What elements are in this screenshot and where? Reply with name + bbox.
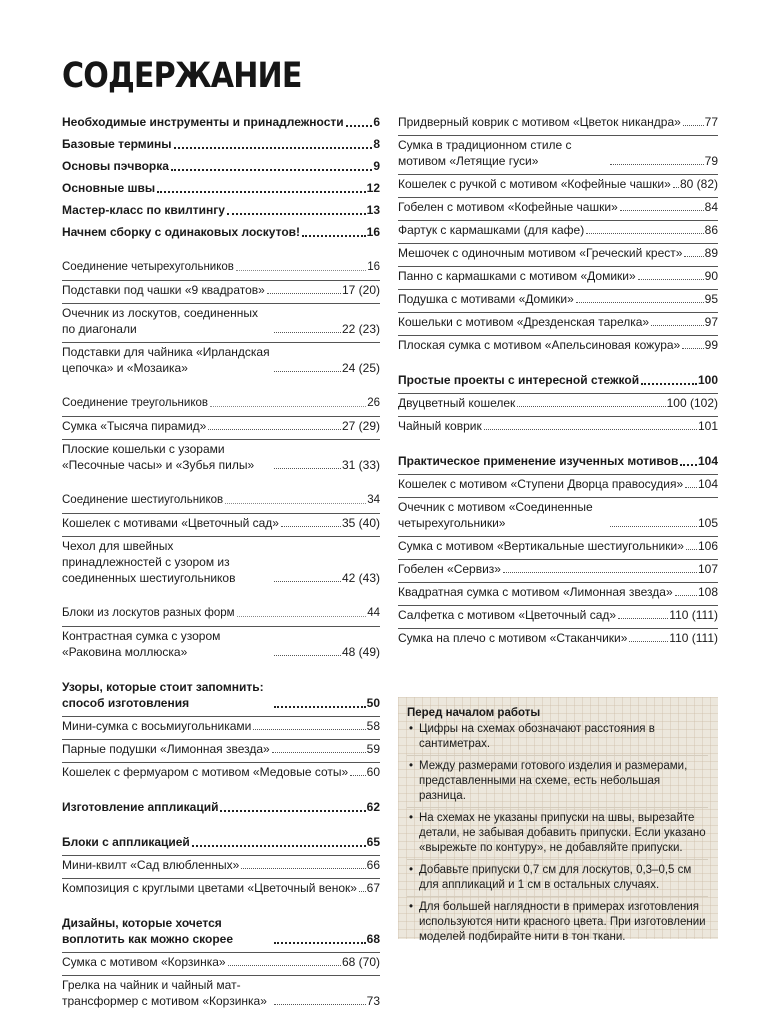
toc-entry bbox=[398, 393, 718, 411]
before-work-infobox bbox=[398, 697, 718, 943]
toc-entry bbox=[62, 114, 380, 130]
toc-entry-page: 89 bbox=[704, 246, 718, 260]
toc-entry bbox=[62, 492, 380, 508]
dot-leader bbox=[517, 406, 665, 407]
infobox-title: Перед началом работы bbox=[407, 707, 541, 719]
infobox-list bbox=[407, 722, 708, 948]
toc-entry-title: Салфетка с мотивом «Цветочный сад» bbox=[398, 608, 617, 622]
toc-entry-page: 110 (111) bbox=[669, 608, 718, 622]
page-title: СОДЕРЖАНИЕ bbox=[62, 56, 302, 96]
toc-entry-page: 27 (29) bbox=[341, 419, 380, 433]
toc-entry-page: 9 bbox=[373, 159, 380, 173]
toc-group bbox=[62, 114, 380, 240]
dot-leader bbox=[220, 810, 365, 812]
toc-entry-title: Кошелек с мотивами «Цветочный сад» bbox=[62, 516, 279, 530]
infobox-item: • Между размерами готового изделия и размерами, представленными на схеме, есть небольшая разница. bbox=[407, 759, 708, 808]
toc-entry-title: Изготовление аппликаций bbox=[62, 800, 219, 814]
toc-right-column bbox=[398, 114, 718, 646]
toc-entry bbox=[62, 536, 380, 586]
toc-entry-title: Дизайны, которые хочется воплотить как можно скорее bbox=[62, 916, 233, 946]
dot-leader bbox=[302, 235, 366, 237]
toc-entry bbox=[398, 197, 718, 215]
toc-entry-page: 24 (25) bbox=[341, 361, 380, 375]
toc-entry-title: Блоки из лоскутов разных форм bbox=[62, 607, 235, 619]
infobox-item: • Для большей наглядности в примерах изготовления используются нити красного цвета. При изготовлении моделей подбирайте нити в тон ткани. bbox=[407, 900, 708, 948]
dot-leader bbox=[346, 125, 373, 127]
toc-entry bbox=[398, 335, 718, 353]
infobox-item: • На схемах не указаны припуски на швы, вырезайте детали, не забывая добавить припуски. Если указано «вырежьте по контуру», не добавляйте припуски. bbox=[407, 811, 708, 860]
toc-entry-page: 6 bbox=[373, 115, 380, 129]
toc-entry bbox=[62, 762, 380, 780]
toc-entry bbox=[398, 497, 718, 531]
toc-entry-page: 104 bbox=[697, 454, 718, 468]
toc-entry-page: 95 bbox=[704, 292, 718, 306]
toc-group bbox=[62, 605, 380, 660]
dot-leader bbox=[680, 464, 697, 466]
toc-entry-title: Соединение треугольников bbox=[62, 397, 208, 409]
toc-entry-page: 16 bbox=[366, 225, 380, 239]
dot-leader bbox=[241, 868, 365, 869]
toc-entry bbox=[62, 855, 380, 873]
toc-entry-page: 48 (49) bbox=[341, 645, 380, 659]
toc-entry-page: 16 bbox=[367, 261, 380, 273]
toc-entry-page: 66 bbox=[366, 858, 380, 872]
toc-entry bbox=[62, 259, 380, 275]
toc-entry bbox=[62, 679, 380, 711]
toc-left-column bbox=[62, 114, 380, 1009]
toc-entry bbox=[62, 439, 380, 473]
toc-entry-title: Двуцветный кошелек bbox=[398, 396, 516, 410]
toc-entry-title: Кошелек с фермуаром с мотивом «Медовые соты» bbox=[62, 765, 349, 779]
group-spacer bbox=[62, 586, 380, 605]
dot-leader bbox=[618, 618, 668, 619]
dot-leader bbox=[620, 210, 704, 211]
toc-entry-page: 13 bbox=[366, 203, 380, 217]
toc-entry-page: 104 bbox=[697, 477, 718, 491]
toc-entry-title: Сумка на плечо с мотивом «Стаканчики» bbox=[398, 631, 628, 645]
toc-entry-title: Панно с кармашками с мотивом «Домики» bbox=[398, 269, 636, 283]
toc-entry-title: Блоки с аппликацией bbox=[62, 835, 190, 849]
toc-entry bbox=[62, 799, 380, 815]
toc-entry-title: Основные швы bbox=[62, 181, 156, 195]
infobox-item: • Добавьте припуски 0,7 см для лоскутов, 0,3–0,5 см для аппликаций и 1 см в остальных случаях. bbox=[407, 863, 708, 897]
toc-entry bbox=[62, 224, 380, 240]
toc-entry bbox=[62, 739, 380, 757]
dot-leader bbox=[610, 526, 697, 527]
toc-entry-page: 12 bbox=[366, 181, 380, 195]
toc-entry bbox=[62, 303, 380, 337]
toc-group bbox=[398, 453, 718, 646]
toc-entry-page: 105 bbox=[697, 516, 718, 530]
toc-entry-title: Плоская сумка с мотивом «Апельсиновая кожура» bbox=[398, 338, 681, 352]
toc-entry-title: Простые проекты с интересной стежкой bbox=[398, 373, 640, 387]
dot-leader bbox=[683, 125, 704, 126]
dot-leader bbox=[281, 526, 341, 527]
toc-group bbox=[62, 799, 380, 815]
toc-entry-title: Очечник с мотивом «Соединенные четырехугольники» bbox=[398, 500, 593, 530]
toc-entry-page: 60 bbox=[366, 765, 380, 779]
toc-entry-page: 44 bbox=[367, 607, 380, 619]
toc-entry-title: Придверный коврик с мотивом «Цветок никандра» bbox=[398, 115, 681, 129]
dot-leader bbox=[208, 429, 341, 430]
toc-entry bbox=[398, 536, 718, 554]
toc-entry-title: Контрастная сумка с узором «Раковина моллюска» bbox=[62, 629, 221, 659]
toc-entry-page: 62 bbox=[366, 800, 380, 814]
toc-entry-title: Гобелен с мотивом «Кофейные чашки» bbox=[398, 200, 618, 214]
toc-entry-page: 22 (23) bbox=[341, 322, 380, 336]
toc-entry-title: Очечник из лоскутов, соединенных по диагонали bbox=[62, 306, 258, 336]
group-spacer bbox=[62, 896, 380, 915]
dot-leader bbox=[686, 549, 697, 550]
dot-leader bbox=[267, 293, 341, 294]
dot-leader bbox=[227, 213, 366, 215]
toc-entry-page: 86 bbox=[704, 223, 718, 237]
toc-entry-page: 100 (102) bbox=[666, 396, 718, 410]
infobox-item: • Цифры на схемах обозначают расстояния в сантиметрах. bbox=[407, 722, 708, 756]
dot-leader bbox=[673, 187, 679, 188]
dot-leader bbox=[586, 233, 703, 234]
toc-entry bbox=[62, 834, 380, 850]
toc-entry-page: 68 (70) bbox=[341, 955, 380, 969]
toc-entry-page: 106 bbox=[697, 539, 718, 553]
toc-entry-page: 58 bbox=[366, 719, 380, 733]
toc-entry-page: 65 bbox=[366, 835, 380, 849]
dot-leader bbox=[641, 383, 697, 385]
dot-leader bbox=[253, 729, 365, 730]
toc-entry-page: 84 bbox=[704, 200, 718, 214]
toc-group bbox=[62, 259, 380, 376]
dot-leader bbox=[359, 891, 366, 892]
toc-entry-title: Сумка с мотивом «Корзинка» bbox=[62, 955, 226, 969]
toc-entry-page: 73 bbox=[366, 994, 380, 1008]
dot-leader bbox=[174, 147, 373, 149]
toc-entry-title: Основы пэчворка bbox=[62, 159, 169, 173]
toc-entry bbox=[62, 626, 380, 660]
toc-entry-page: 99 bbox=[704, 338, 718, 352]
toc-entry bbox=[398, 416, 718, 434]
group-spacer bbox=[62, 780, 380, 799]
toc-group bbox=[398, 372, 718, 434]
dot-leader bbox=[274, 581, 341, 582]
dot-leader bbox=[675, 595, 697, 596]
toc-entry-page: 26 bbox=[367, 397, 380, 409]
group-spacer bbox=[62, 240, 380, 259]
dot-leader bbox=[629, 641, 668, 642]
toc-entry bbox=[398, 114, 718, 130]
toc-entry bbox=[62, 158, 380, 174]
group-spacer bbox=[62, 660, 380, 679]
dot-leader bbox=[651, 325, 704, 326]
toc-entry-page: 108 bbox=[697, 585, 718, 599]
toc-entry bbox=[398, 453, 718, 469]
dot-leader bbox=[236, 270, 366, 271]
toc-entry-page: 79 bbox=[704, 154, 718, 168]
toc-entry bbox=[62, 605, 380, 621]
toc-entry-page: 90 bbox=[704, 269, 718, 283]
toc-group bbox=[62, 915, 380, 1009]
toc-entry bbox=[62, 202, 380, 218]
toc-entry-title: Подушка с мотивами «Домики» bbox=[398, 292, 574, 306]
dot-leader bbox=[157, 191, 366, 193]
toc-entry-title: Композиция с круглыми цветами «Цветочный венок» bbox=[62, 881, 357, 895]
toc-entry bbox=[398, 559, 718, 577]
toc-entry-title: Мини-сумка с восьмиугольниками bbox=[62, 719, 252, 733]
toc-entry-page: 17 (20) bbox=[341, 283, 380, 297]
dot-leader bbox=[274, 706, 366, 708]
toc-entry-title: Кошелек с ручкой с мотивом «Кофейные чашки» bbox=[398, 177, 671, 191]
toc-entry bbox=[398, 582, 718, 600]
toc-entry bbox=[62, 136, 380, 152]
toc-entry bbox=[398, 628, 718, 646]
toc-entry-title: Чехол для швейных принадлежностей с узором из соединенных шестиугольников bbox=[62, 539, 236, 585]
dot-leader bbox=[237, 616, 367, 617]
toc-entry-page: 101 bbox=[697, 419, 718, 433]
toc-entry-title: Соединение шестиугольников bbox=[62, 494, 224, 506]
toc-entry-page: 8 bbox=[373, 137, 380, 151]
toc-entry bbox=[62, 975, 380, 1009]
group-spacer bbox=[62, 376, 380, 395]
dot-leader bbox=[274, 332, 341, 333]
toc-entry-title: Парные подушки «Лимонная звезда» bbox=[62, 742, 270, 756]
toc-entry bbox=[398, 266, 718, 284]
toc-entry bbox=[62, 952, 380, 970]
toc-entry-title: Фартук с кармашками (для кафе) bbox=[398, 223, 585, 237]
toc-entry bbox=[398, 372, 718, 388]
toc-entry bbox=[398, 289, 718, 307]
toc-entry-page: 107 bbox=[697, 562, 718, 576]
toc-entry-title: Плоские кошельки с узорами «Песочные часы» и «Зубья пилы» bbox=[62, 442, 255, 472]
toc-entry bbox=[62, 878, 380, 896]
toc-entry-title: Мастер-класс по квилтингу bbox=[62, 203, 225, 217]
toc-entry bbox=[398, 312, 718, 330]
toc-entry-page: 77 bbox=[704, 115, 718, 129]
toc-entry-title: Грелка на чайник и чайный мат-трансформер с мотивом «Корзинка» bbox=[62, 978, 267, 1008]
toc-entry-title: Кошельки с мотивом «Дрезденская тарелка» bbox=[398, 315, 650, 329]
toc-entry-page: 80 (82) bbox=[679, 177, 718, 191]
dot-leader bbox=[274, 1004, 366, 1005]
toc-entry-page: 35 (40) bbox=[341, 516, 380, 530]
dot-leader bbox=[225, 503, 366, 504]
toc-entry bbox=[62, 513, 380, 531]
dot-leader bbox=[484, 429, 697, 430]
dot-leader bbox=[350, 775, 365, 776]
toc-entry-title: Подставки для чайника «Ирландская цепочка» и «Мозаика» bbox=[62, 345, 270, 375]
toc-entry bbox=[398, 243, 718, 261]
dot-leader bbox=[274, 942, 366, 944]
toc-entry bbox=[398, 174, 718, 192]
toc-entry-title: Базовые термины bbox=[62, 137, 172, 151]
dot-leader bbox=[576, 302, 704, 303]
toc-entry-page: 97 bbox=[704, 315, 718, 329]
toc-group bbox=[62, 834, 380, 896]
toc-entry bbox=[398, 474, 718, 492]
toc-entry-title: Узоры, которые стоит запомнить: способ изготовления bbox=[62, 680, 264, 710]
toc-entry-title: Сумка в традиционном стиле с мотивом «Летящие гуси» bbox=[398, 138, 572, 168]
toc-entry-title: Мешочек с одиночным мотивом «Греческий крест» bbox=[398, 246, 683, 260]
toc-entry bbox=[62, 416, 380, 434]
dot-leader bbox=[610, 164, 704, 165]
dot-leader bbox=[274, 468, 341, 469]
dot-leader bbox=[272, 752, 366, 753]
dot-leader bbox=[684, 256, 703, 257]
toc-entry-page: 67 bbox=[366, 881, 380, 895]
toc-entry-page: 59 bbox=[366, 742, 380, 756]
dot-leader bbox=[274, 655, 341, 656]
toc-entry-title: Соединение четырехугольников bbox=[62, 261, 234, 273]
toc-entry-title: Начнем сборку с одинаковых лоскутов! bbox=[62, 225, 301, 239]
toc-entry-page: 110 (111) bbox=[669, 631, 718, 645]
toc-entry bbox=[62, 915, 380, 947]
toc-entry-title: Сумка «Тысяча пирамид» bbox=[62, 419, 207, 433]
toc-entry-title: Сумка с мотивом «Вертикальные шестиугольники» bbox=[398, 539, 684, 553]
toc-group bbox=[62, 395, 380, 473]
toc-entry bbox=[62, 342, 380, 376]
toc-entry bbox=[398, 220, 718, 238]
dot-leader bbox=[503, 572, 697, 573]
toc-group bbox=[62, 492, 380, 586]
toc-group bbox=[398, 114, 718, 353]
toc-entry bbox=[62, 280, 380, 298]
dot-leader bbox=[228, 965, 341, 966]
toc-entry-title: Подставки под чашки «9 квадратов» bbox=[62, 283, 265, 297]
toc-entry bbox=[398, 135, 718, 169]
toc-entry-title: Необходимые инструменты и принадлежности bbox=[62, 115, 344, 129]
toc-entry bbox=[62, 716, 380, 734]
toc-entry bbox=[62, 395, 380, 411]
dot-leader bbox=[682, 348, 703, 349]
group-spacer bbox=[62, 473, 380, 492]
toc-entry-page: 42 (43) bbox=[341, 571, 380, 585]
dot-leader bbox=[171, 169, 372, 171]
group-spacer bbox=[62, 815, 380, 834]
toc-entry-page: 50 bbox=[366, 696, 380, 710]
toc-entry bbox=[62, 180, 380, 196]
toc-entry-page: 68 bbox=[366, 932, 380, 946]
toc-entry-title: Гобелен «Сервиз» bbox=[398, 562, 501, 576]
group-spacer bbox=[398, 434, 718, 453]
toc-entry-title: Мини-квилт «Сад влюбленных» bbox=[62, 858, 240, 872]
toc-entry bbox=[398, 605, 718, 623]
dot-leader bbox=[685, 487, 697, 488]
dot-leader bbox=[210, 406, 366, 407]
toc-entry-page: 34 bbox=[367, 494, 380, 506]
toc-entry-page: 100 bbox=[697, 373, 718, 387]
dot-leader bbox=[192, 845, 366, 847]
toc-entry-page: 31 (33) bbox=[341, 458, 380, 472]
group-spacer bbox=[398, 353, 718, 372]
dot-leader bbox=[274, 371, 341, 372]
toc-entry-title: Кошелек с мотивом «Ступени Дворца правосудия» bbox=[398, 477, 684, 491]
toc-entry-title: Квадратная сумка с мотивом «Лимонная звезда» bbox=[398, 585, 673, 599]
toc-group bbox=[62, 679, 380, 780]
toc-entry-title: Практическое применение изученных мотивов bbox=[398, 454, 679, 468]
toc-entry-title: Чайный коврик bbox=[398, 419, 482, 433]
dot-leader bbox=[638, 279, 704, 280]
